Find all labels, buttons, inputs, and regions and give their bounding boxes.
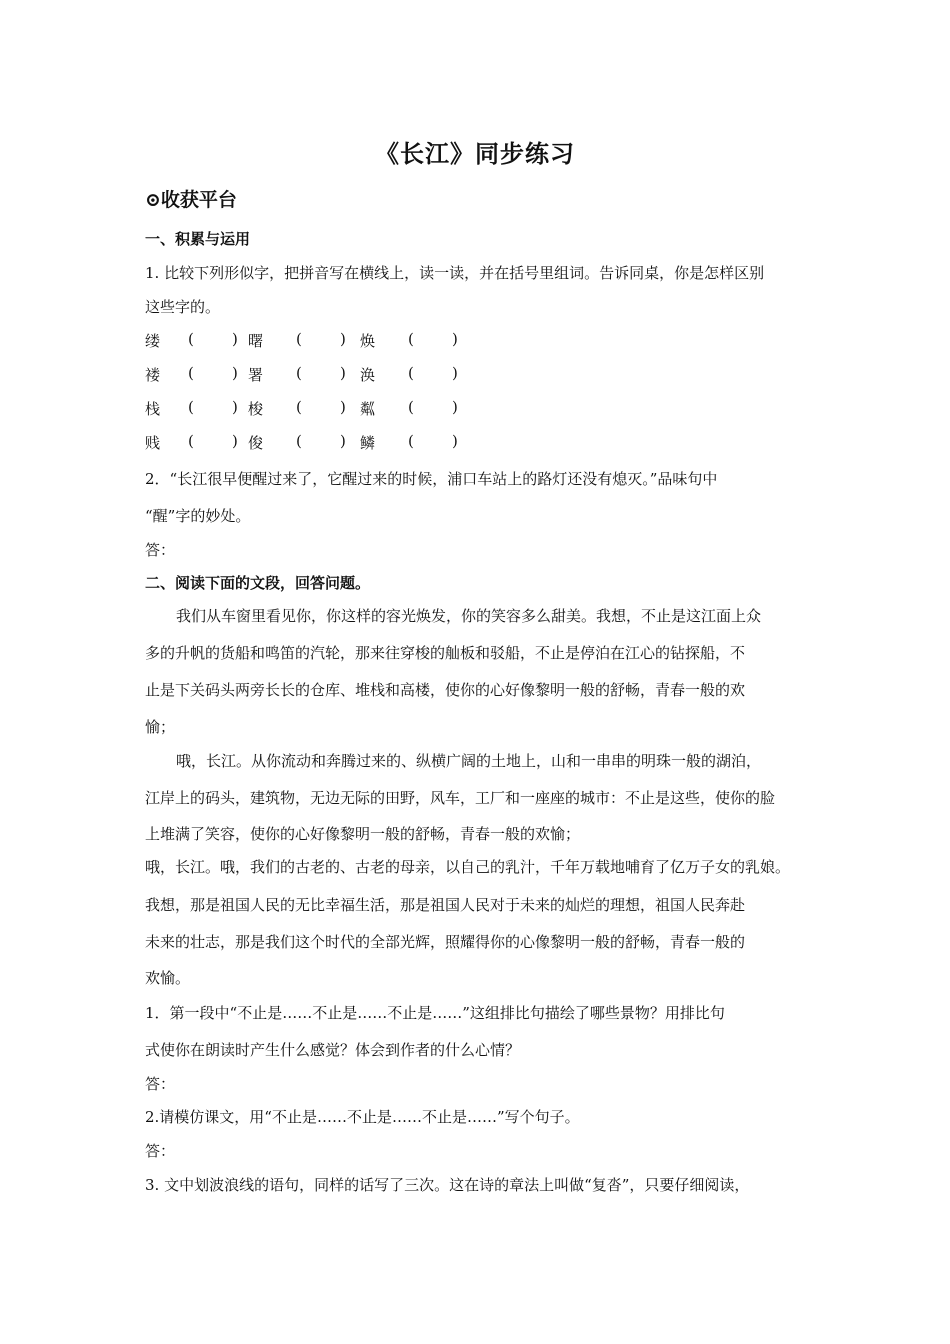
- blank-parens: ( ): [408, 364, 458, 382]
- char: 署: [248, 366, 264, 384]
- grid-row: [145, 364, 545, 398]
- q2-text-line1: 2．“长江很早便醒过来了，它醒过来的时候，浦口车站上的路灯还没有熄灭。”品味句中: [145, 470, 718, 488]
- grid-row: [145, 398, 545, 432]
- passage-line: 上堆满了笑容，使你的心好像黎明一般的舒畅，青春一般的欢愉；: [145, 825, 581, 843]
- passage-line: 未来的壮志，那是我们这个时代的全部光辉，照耀得你的心像黎明一般的舒畅，青春一般的: [145, 933, 746, 951]
- char: 焕: [360, 332, 376, 350]
- page-title: 《长江》同步练习: [375, 139, 575, 168]
- q1-text-line2: 这些字的。: [145, 298, 221, 316]
- passage-line: 愉；: [145, 718, 176, 736]
- char: 俊: [248, 434, 264, 452]
- passage-line: 江岸上的码头，建筑物，无边无际的田野，风车，工厂和一座座的城市：不止是这些，使你的脸: [145, 789, 776, 807]
- blank-parens: ( ): [408, 432, 458, 450]
- answer-label: 答：: [145, 541, 176, 559]
- blank-parens: ( ): [188, 330, 238, 348]
- blank-parens: ( ): [296, 432, 346, 450]
- blank-parens: ( ): [296, 330, 346, 348]
- p2-q1-text-line2: 式使你在朗读时产生什么感觉？体会到作者的什么心情？: [145, 1041, 521, 1059]
- p2-q1-text-line1: 1．第一段中“不止是……不止是……不止是……”这组排比句描绘了哪些景物？用排比句: [145, 1004, 725, 1022]
- char: 曙: [248, 332, 264, 350]
- blank-parens: ( ): [296, 364, 346, 382]
- p2-q3-text-line1: 3. 文中划波浪线的语句，同样的话写了三次。这在诗的章法上叫做“复沓”，只要仔细阅读，: [145, 1176, 750, 1194]
- grid-row: [145, 330, 545, 364]
- p2-q2-text: 2.请模仿课文，用“不止是……不止是……不止是……”写个句子。: [145, 1108, 580, 1126]
- char: 鳞: [360, 434, 376, 452]
- passage-line: 哦，长江。从你流动和奔腾过来的、纵横广阔的土地上，山和一串串的明珠一般的湖泊，: [176, 752, 762, 770]
- passage-line: 我们从车窗里看见你，你这样的容光焕发，你的笑容多么甜美。我想，不止是这江面上众: [176, 607, 762, 625]
- character-grid: [145, 330, 545, 466]
- blank-parens: ( ): [188, 398, 238, 416]
- blank-parens: ( ): [408, 398, 458, 416]
- char: 梭: [248, 400, 264, 418]
- answer-label: 答：: [145, 1075, 176, 1093]
- blank-parens: ( ): [188, 432, 238, 450]
- passage-line: 多的升帆的货船和鸣笛的汽轮，那来往穿梭的舢板和驳船，不止是停泊在江心的钻探船，不: [145, 644, 746, 662]
- part1-heading: 一、积累与运用: [145, 230, 251, 248]
- passage-line: 哦，长江。哦，我们的古老的、古老的母亲，以自己的乳汁，千年万载地哺育了亿万子女的乳娘。: [145, 858, 791, 876]
- passage-line: 止是下关码头两旁长长的仓库、堆栈和高楼，使你的心好像黎明一般的舒畅，青春一般的欢: [145, 681, 746, 699]
- answer-label: 答：: [145, 1142, 176, 1160]
- char: 栈: [145, 400, 161, 418]
- blank-parens: ( ): [296, 398, 346, 416]
- char: 缕: [145, 332, 161, 350]
- char: 贱: [145, 434, 161, 452]
- section-heading: ⊙收获平台: [145, 189, 237, 211]
- blank-parens: ( ): [408, 330, 458, 348]
- char: 涣: [360, 366, 376, 384]
- blank-parens: ( ): [188, 364, 238, 382]
- char: 褛: [145, 366, 161, 384]
- passage-line: 我想，那是祖国人民的无比幸福生活，那是祖国人民对于未来的灿烂的理想，祖国人民奔赴: [145, 896, 746, 914]
- char: 粼: [360, 400, 376, 418]
- part2-heading: 二、阅读下面的文段，回答问题。: [145, 574, 371, 592]
- q1-text-line1: 1. 比较下列形似字，把拼音写在横线上，读一读，并在括号里组词。告诉同桌，你是怎样区别: [145, 264, 765, 282]
- grid-row: [145, 432, 545, 466]
- passage-line: 欢愉。: [145, 969, 191, 987]
- q2-text-line2: “醒”字的妙处。: [145, 507, 251, 525]
